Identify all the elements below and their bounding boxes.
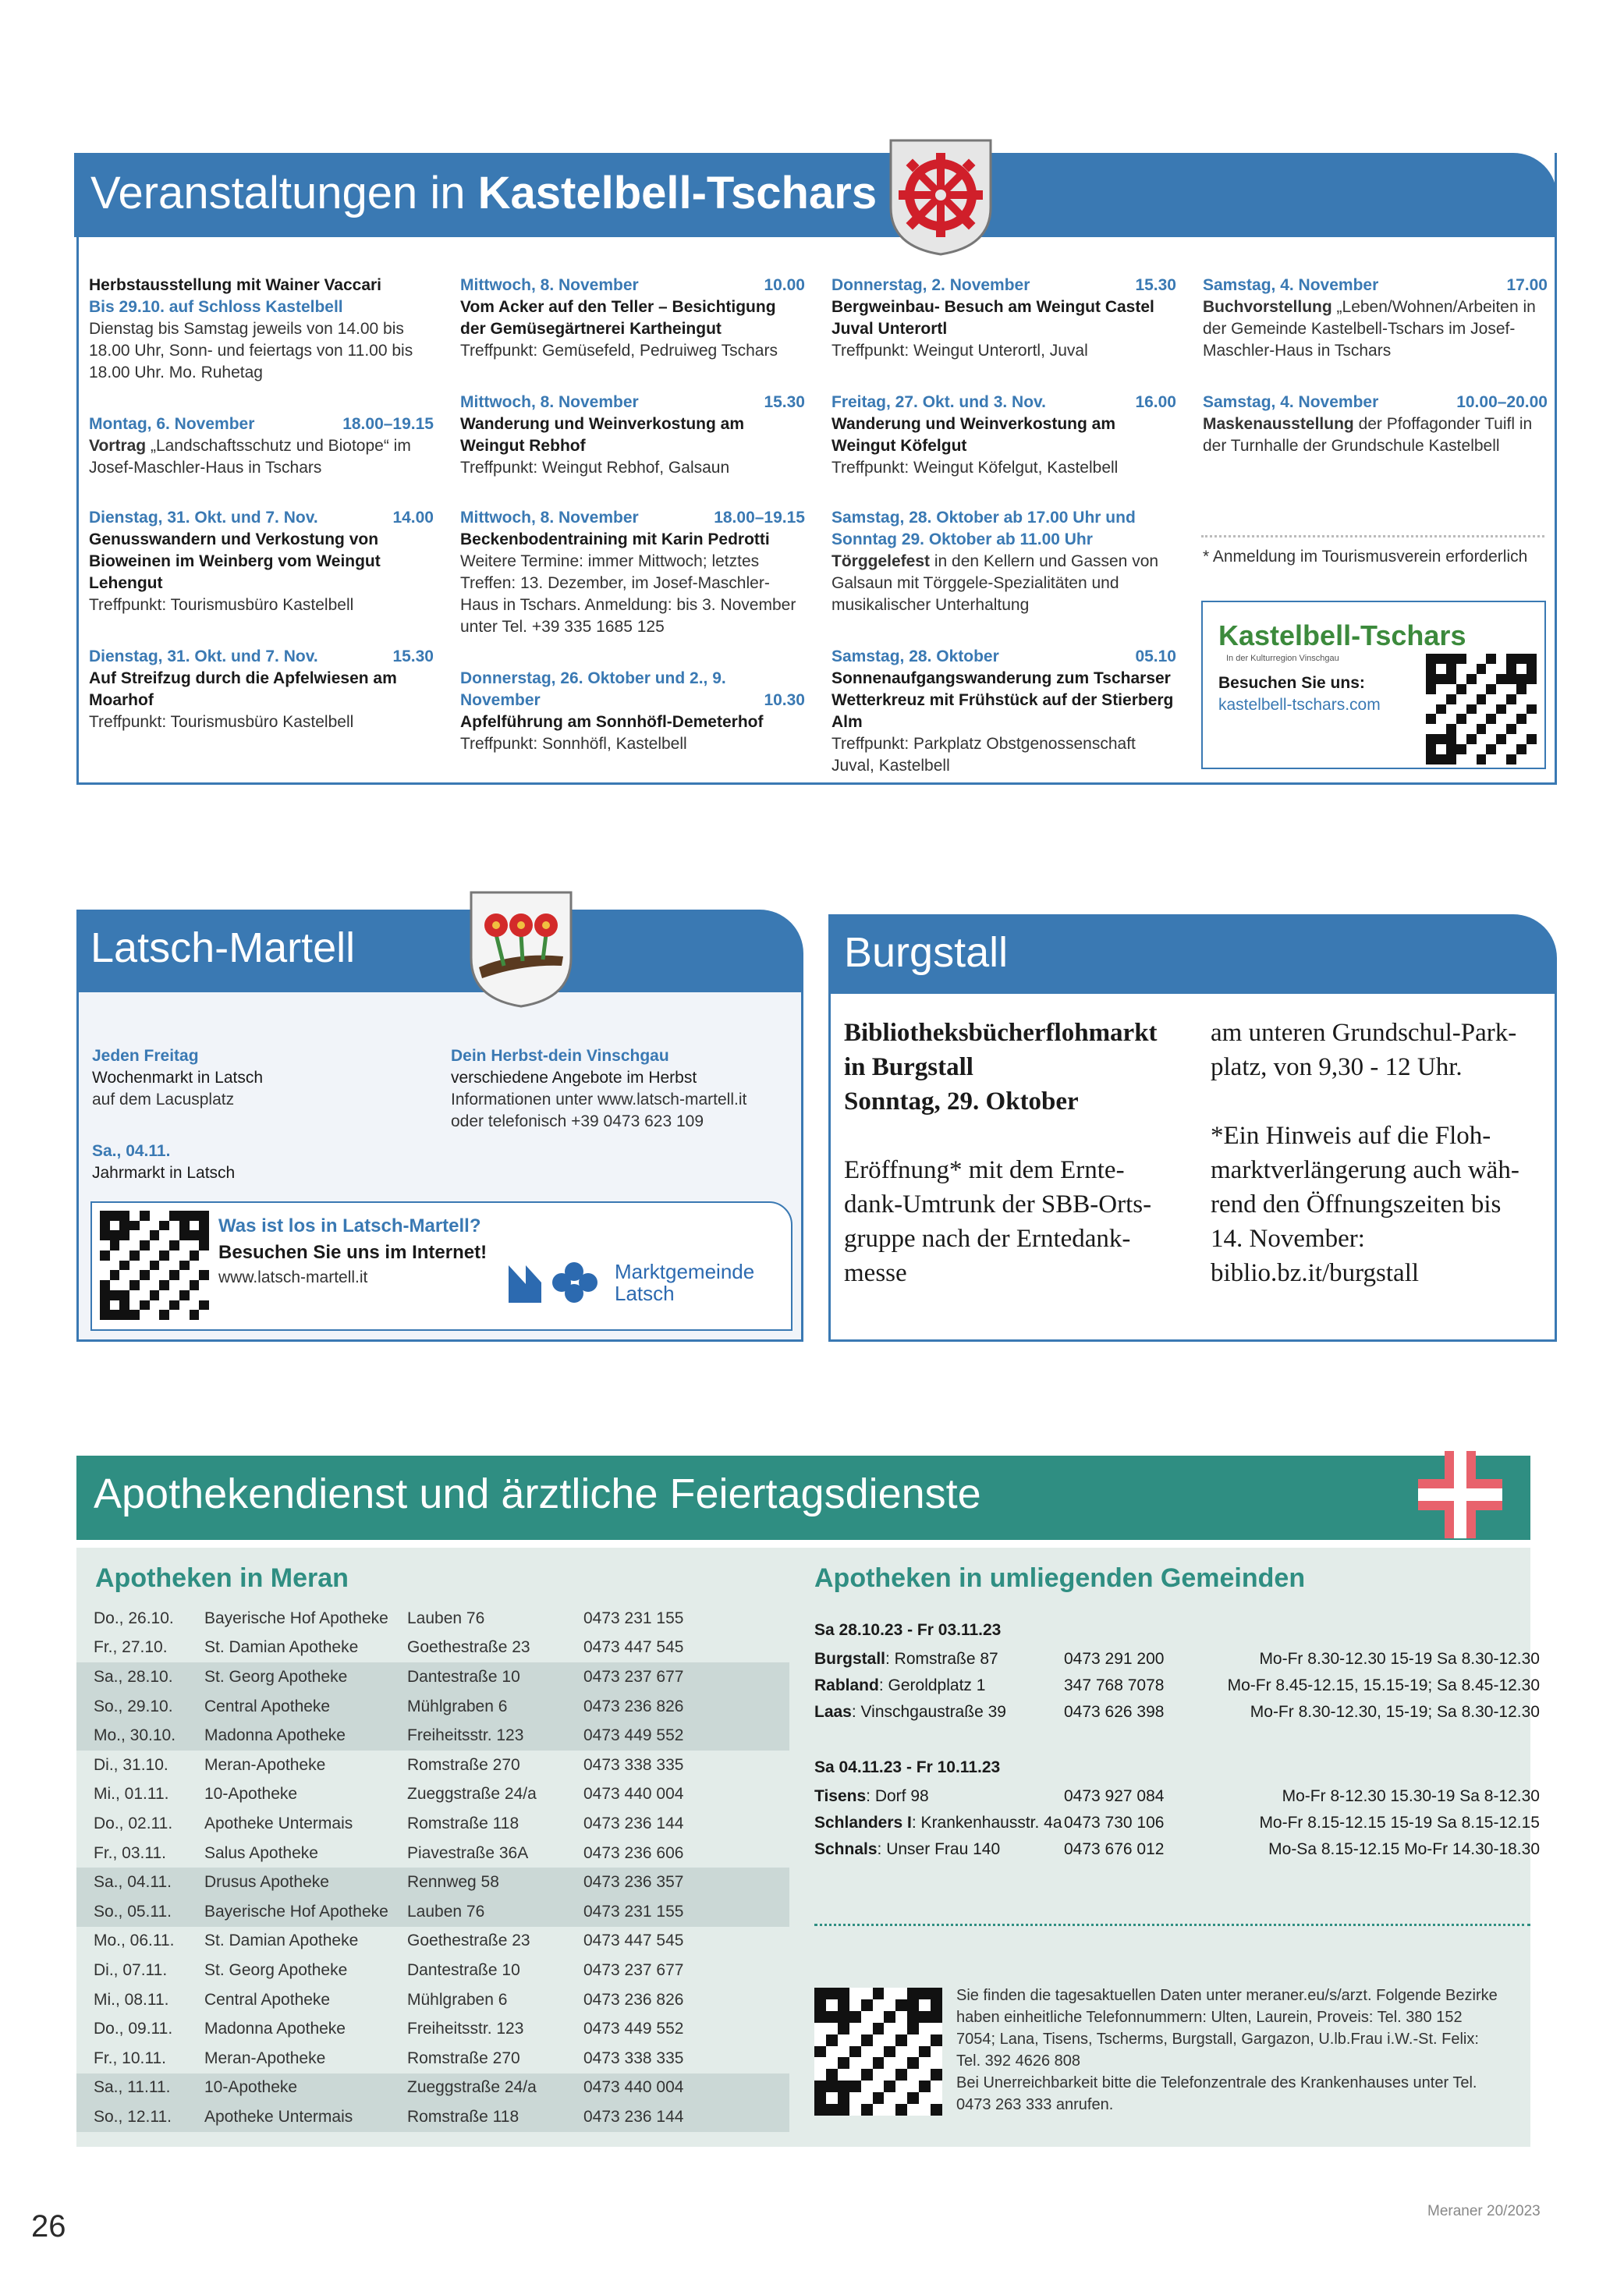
address-cell: Lauben 76	[407, 1902, 485, 1921]
phone-cell: 0473 231 155	[583, 1609, 684, 1627]
date-cell: Fr., 10.11.	[94, 2049, 166, 2067]
address-cell: Zueggstraße 24/a	[407, 1785, 537, 1804]
pharmacy-title: Apothekendienst und ärztliche Feiertagsdienste	[94, 1470, 981, 1517]
burgstall-event-heading: Bibliotheksbücherflohmarkt in Burgstall Sonntag, 29. Oktober	[844, 1019, 1158, 1116]
pharmacy-info: Sie finden die tagesaktuellen Daten unter meraner.eu/s/arzt. Folgende Bezirke haben einheitliche Telefonnummern: Ulten, Laurein, Proveis: Tel. 380 152 7054; Lana, Tisens, Tscherms, Burgstall, Gargazon, U.lb.Frau i.W.-St. Felix: Tel. 392 4626 808 Bei Unerreichbarkeit bitte die Telefonzentrale des Krankenhauses unter Tel. 0473 263 333 anrufen.	[956, 1987, 1498, 2113]
week1-label: Sa 28.10.23 - Fr 03.11.23	[814, 1621, 1002, 1639]
table-row	[76, 2073, 789, 2103]
hours-cell: Mo-Fr 8.30-12.30, 15-19; Sa 8.30-12.30	[1250, 1703, 1540, 1721]
latsch-url-link[interactable]: www.latsch-martell.it	[218, 1268, 368, 1286]
address-cell: Goethestraße 23	[407, 1932, 530, 1950]
table-row	[76, 1809, 789, 1839]
event-streifzug: Dienstag, 31. Okt. und 7. Nov. 15.30 Auf Streifzug durch die Apfelwiesen am Moarhof Treffpunkt: Tourismusbüro Kastelbell	[89, 647, 434, 731]
event-acker-teller: Mittwoch, 8. November 10.00 Vom Acker auf den Teller – Besichtigung der Gemüsegärtnerei Kartheingut Treffpunkt: Gemüsefeld, Pedruiweg Tschars	[460, 276, 805, 360]
kastelbell-url-link[interactable]: kastelbell-tschars.com	[1218, 696, 1381, 714]
pharmacy-cell: Meran-Apotheke	[204, 2049, 326, 2067]
town-name: Tisens	[814, 1787, 867, 1805]
phone-cell: 0473 291 200	[1064, 1650, 1165, 1668]
table-row	[814, 1810, 1540, 1836]
week2-table	[814, 1783, 1540, 1863]
event-herbstausstellung: Herbstausstellung mit Wainer Vaccari Bis 29.10. auf Schloss Kastelbell Dienstag bis Samstag jeweils von 14.00 bis 18.00 Uhr, Sonn- und feiertags von 11.00 bis 18.00 Uhr. Mo. Ruhetag	[89, 276, 413, 381]
burgstall-opening-text: Eröffnung* mit dem Ernte- dank-Umtrunk der SBB-Orts- gruppe nach der Erntedank- messe	[844, 1156, 1152, 1287]
date-cell: Mo., 30.10.	[94, 1726, 176, 1745]
surrounding-pharmacies-title: Apotheken in umliegenden Gemeinden	[814, 1563, 1306, 1593]
table-row	[76, 1721, 789, 1751]
table-row	[76, 1692, 789, 1722]
address-cell: Lauben 76	[407, 1609, 485, 1627]
address-cell: Mühlgraben 6	[407, 1990, 508, 2009]
hours-cell: Mo-Fr 8.15-12.15 15-19 Sa 8.15-12.15	[1259, 1814, 1540, 1832]
phone-cell: 0473 338 335	[583, 2049, 684, 2067]
event-buchvorstellung: Samstag, 4. November 17.00 Buchvorstellung „Leben/Wohnen/Arbeiten in der Gemeinde Kastelbell-Tschars im Josef-Maschler-Haus in Tschars	[1203, 276, 1548, 360]
pharmacy-cell: 10-Apotheke	[204, 1785, 298, 1804]
date-cell: Sa., 11.11.	[94, 2078, 171, 2097]
kastelbell-promo-card	[1201, 601, 1546, 769]
pharmacy-cell: Bayerische Hof Apotheke	[204, 1902, 388, 1921]
phone-cell: 0473 730 106	[1064, 1814, 1165, 1832]
registration-note: * Anmeldung im Tourismusverein erforderlich	[1203, 548, 1528, 566]
event-apfelfuehrung: Donnerstag, 26. Oktober und 2., 9. November 10.30 Apfelführung am Sonnhöfl-Demeterhof Treffpunkt: Sonnhöfl, Kastelbell	[460, 669, 805, 753]
kastelbell-brand: Kastelbell-Tschars	[1218, 619, 1466, 651]
table-row	[76, 1868, 789, 1897]
address-cell: Freiheitsstr. 123	[407, 2020, 524, 2038]
table-row	[76, 1751, 789, 1780]
divider	[1201, 535, 1544, 537]
phone-cell: 0473 440 004	[583, 2078, 684, 2097]
pharmacy-cell: Madonna Apotheke	[204, 1726, 346, 1745]
address-text: : Romstraße 87	[885, 1650, 998, 1668]
date-cell: Mo., 06.11.	[94, 1932, 175, 1950]
table-row	[76, 1780, 789, 1810]
phone-cell: 0473 447 545	[583, 1638, 684, 1657]
pharmacy-cell: St. Georg Apotheke	[204, 1667, 348, 1686]
phone-cell: 0473 236 144	[583, 1814, 684, 1832]
table-row	[76, 1897, 789, 1927]
phone-cell: 347 768 7078	[1064, 1676, 1165, 1694]
burgstall-note-text: *Ein Hinweis auf die Floh- marktverlängerung auch wäh- rend den Öffnungszeiten bis 14. November: biblio.bz.it/burgstall	[1211, 1122, 1519, 1287]
page-number: 26	[31, 2209, 66, 2244]
hours-cell: Mo-Fr 8-12.30 15.30-19 Sa 8-12.30	[1282, 1787, 1540, 1805]
date-cell: Fr., 03.11.	[94, 1843, 166, 1862]
address-cell: Piavestraße 36A	[407, 1843, 529, 1862]
phone-cell: 0473 676 012	[1064, 1840, 1165, 1858]
pharmacy-cell: St. Georg Apotheke	[204, 1960, 348, 1979]
event-toerggelefest: Samstag, 28. Oktober ab 17.00 Uhr und Sonntag 29. Oktober ab 11.00 Uhr Törggelefest in den Kellern und Gassen von Galsaun mit Törggele-Spezialitäten und musikalischer Unterhaltung	[832, 509, 1159, 614]
phone-cell: 0473 231 155	[583, 1902, 684, 1921]
event-maskenausstellung: Samstag, 4. November 10.00–20.00 Maskenausstellung der Pfoffagonder Tuifl in der Turnhalle der Grundschule Kastelbell	[1203, 393, 1548, 455]
address-cell: Romstraße 118	[407, 1814, 519, 1832]
table-row	[76, 2044, 789, 2073]
table-row	[814, 1699, 1540, 1726]
table-row	[814, 1783, 1540, 1810]
phone-cell: 0473 447 545	[583, 1932, 684, 1950]
address-cell: Dantestraße 10	[407, 1667, 520, 1686]
address-cell: Freiheitsstr. 123	[407, 1726, 524, 1745]
phone-cell: 0473 449 552	[583, 2020, 684, 2038]
town-name: Schlanders I	[814, 1814, 912, 1832]
date-cell: So., 12.11.	[94, 2107, 172, 2126]
address-cell: Dantestraße 10	[407, 1960, 520, 1979]
date-cell: Di., 31.10.	[94, 1755, 168, 1774]
burgstall-title: Burgstall	[844, 929, 1009, 976]
address-text: : Vinschgaustraße 39	[851, 1703, 1006, 1721]
medical-cross-icon	[1418, 1451, 1502, 1538]
latsch-card-visit: Besuchen Sie uns im Internet!	[218, 1242, 488, 1263]
address-text: : Unser Frau 140	[877, 1840, 1001, 1858]
phone-cell: 0473 236 144	[583, 2107, 684, 2126]
table-row	[814, 1673, 1540, 1699]
event-vortrag: Montag, 6. November 18.00–19.15 Vortrag „Landschaftsschutz und Biotope“ im Josef-Maschler-Haus in Tschars	[89, 415, 434, 477]
phone-cell: 0473 237 677	[583, 1960, 684, 1979]
phone-cell: 0473 236 606	[583, 1843, 684, 1862]
address-cell: Romstraße 270	[407, 1755, 520, 1774]
address-text: : Geroldplatz 1	[878, 1676, 986, 1694]
date-cell: So., 05.11.	[94, 1902, 172, 1921]
town-name: Laas	[814, 1703, 852, 1721]
qr-code-icon[interactable]	[100, 1211, 209, 1320]
brand-tagline: In der Kulturregion Vinschgau	[1226, 654, 1339, 663]
address-text: : Krankenhausstr. 4a	[911, 1814, 1062, 1832]
latsch-herbst: Dein Herbst-dein Vinschgau verschiedene Angebote im Herbst Informationen unter www.latsch-martell.it oder telefonisch +39 0473 623 109	[451, 1047, 747, 1130]
event-beckenboden: Mittwoch, 8. November 18.00–19.15 Beckenbodentraining mit Karin Pedrotti Weitere Termine: immer Mittwoch; letztes Treffen: 13. Dezember, im Josef-Maschler-Haus in Tschars. Anmeldung: bis 3. November unter Tel. +39 335 1685 125	[460, 509, 805, 636]
pharmacy-location-cell	[814, 1810, 1064, 1836]
pharmacy-cell: Apotheke Untermais	[204, 2107, 353, 2126]
table-row	[76, 1662, 789, 1692]
latsch-coat-of-arms	[468, 889, 574, 1009]
phone-cell: 0473 236 357	[583, 1873, 684, 1892]
marktgemeinde-logo-text: Marktgemeinde Latsch	[615, 1260, 755, 1305]
marktgemeinde-logo-icon	[507, 1261, 601, 1304]
table-row	[814, 1646, 1540, 1673]
divider	[814, 1924, 1530, 1926]
phone-cell: 0473 449 552	[583, 1726, 684, 1745]
pharmacy-location-cell	[814, 1836, 1064, 1863]
table-row	[76, 1839, 789, 1868]
table-row	[76, 1985, 789, 2015]
burgstall-location-text: am unteren Grundschul-Park- platz, von 9,30 - 12 Uhr.	[1211, 1019, 1517, 1081]
event-rebhof: Mittwoch, 8. November 15.30 Wanderung und Weinverkostung am Weingut Rebhof Treffpunkt: Weingut Rebhof, Galsaun	[460, 393, 805, 477]
address-cell: Mühlgraben 6	[407, 1697, 508, 1715]
visit-label: Besuchen Sie uns:	[1218, 674, 1365, 692]
pharmacy-cell: Madonna Apotheke	[204, 2020, 346, 2038]
latsch-title: Latsch-Martell	[90, 924, 356, 971]
town-name: Burgstall	[814, 1650, 886, 1668]
event-koefelgut: Freitag, 27. Okt. und 3. Nov. 16.00 Wanderung und Weinverkostung am Weingut Köfelgut Treffpunkt: Weingut Köfelgut, Kastelbell	[832, 393, 1176, 477]
pharmacy-cell: Central Apotheke	[204, 1697, 331, 1715]
event-genusswandern: Dienstag, 31. Okt. und 7. Nov. 14.00 Genusswandern und Verkostung von Bioweinen im Weinberg vom Weingut Lehengut Treffpunkt: Tourismusbüro Kastelbell	[89, 509, 434, 614]
week2-label: Sa 04.11.23 - Fr 10.11.23	[814, 1758, 1001, 1776]
pharmacy-cell: Salus Apotheke	[204, 1843, 318, 1862]
pharmacy-cell: Meran-Apotheke	[204, 1755, 326, 1774]
phone-cell: 0473 237 677	[583, 1667, 684, 1686]
kastelbell-title: Veranstaltungen in Kastelbell-Tschars	[90, 168, 878, 218]
meran-pharmacy-table	[76, 1604, 789, 2132]
address-text: : Dorf 98	[866, 1787, 929, 1805]
date-cell: Fr., 27.10.	[94, 1638, 168, 1657]
table-row	[76, 1604, 789, 1634]
pharmacy-cell: St. Damian Apotheke	[204, 1638, 359, 1657]
address-cell: Romstraße 118	[407, 2107, 519, 2126]
table-row	[76, 2102, 789, 2132]
pharmacy-cell: Apotheke Untermais	[204, 1814, 353, 1832]
date-cell: Sa., 28.10.	[94, 1667, 173, 1686]
event-sonnenaufgang: Samstag, 28. Oktober 05.10 Sonnenaufgangswanderung zum Tscharser Wetterkreuz mit Frühstück auf der Stierberg Alm Treffpunkt: Parkplatz Obstgenossenschaft Juval, Kastelbell	[832, 647, 1176, 775]
phone-cell: 0473 440 004	[583, 1785, 684, 1804]
pharmacy-cell: Drusus Apotheke	[204, 1873, 329, 1892]
address-cell: Romstraße 270	[407, 2049, 520, 2067]
address-cell: Zueggstraße 24/a	[407, 2078, 537, 2097]
date-cell: Di., 07.11.	[94, 1960, 168, 1979]
pharmacy-cell: 10-Apotheke	[204, 2078, 298, 2097]
kastelbell-coat-of-arms	[888, 137, 994, 256]
table-row	[76, 1956, 789, 1985]
latsch-card-question: Was ist los in Latsch-Martell?	[218, 1215, 481, 1236]
latsch-jahrmarkt: Sa., 04.11. Jahrmarkt in Latsch	[92, 1142, 236, 1182]
date-cell: Do., 09.11.	[94, 2020, 173, 2038]
pharmacy-cell: Bayerische Hof Apotheke	[204, 1609, 388, 1627]
phone-cell: 0473 236 826	[583, 1697, 684, 1715]
week1-table	[814, 1646, 1540, 1726]
pharmacy-cell: Central Apotheke	[204, 1990, 331, 2009]
pharmacy-location-cell	[814, 1783, 1064, 1810]
phone-cell: 0473 626 398	[1064, 1703, 1165, 1721]
town-name: Rabland	[814, 1676, 879, 1694]
table-row	[76, 1634, 789, 1663]
date-cell: Do., 02.11.	[94, 1814, 173, 1832]
issue-label: Meraner 20/2023	[1427, 2203, 1541, 2219]
pharmacy-location-cell	[814, 1673, 1064, 1699]
latsch-wochenmarkt: Jeden Freitag Wochenmarkt in Latsch auf dem Lacusplatz	[92, 1047, 264, 1109]
phone-cell: 0473 236 826	[583, 1990, 684, 2009]
pharmacy-cell: St. Damian Apotheke	[204, 1932, 359, 1950]
address-cell: Rennweg 58	[407, 1873, 499, 1892]
pharmacy-location-cell	[814, 1646, 1064, 1673]
town-name: Schnals	[814, 1840, 878, 1858]
qr-code-icon[interactable]	[814, 1988, 942, 2116]
address-cell: Goethestraße 23	[407, 1638, 530, 1657]
phone-cell: 0473 927 084	[1064, 1787, 1165, 1805]
hours-cell: Mo-Fr 8.30-12.30 15-19 Sa 8.30-12.30	[1259, 1650, 1540, 1668]
pharmacy-location-cell	[814, 1699, 1064, 1726]
event-bergweinbau: Donnerstag, 2. November 15.30 Bergweinbau- Besuch am Weingut Castel Juval Unterortl Treffpunkt: Weingut Unterortl, Juval	[832, 276, 1176, 360]
date-cell: So., 29.10.	[94, 1697, 173, 1715]
table-row	[814, 1836, 1540, 1863]
date-cell: Sa., 04.11.	[94, 1873, 172, 1892]
hours-cell: Mo-Fr 8.45-12.15, 15.15-19; Sa 8.45-12.30	[1227, 1676, 1540, 1694]
table-row	[76, 2014, 789, 2044]
date-cell: Do., 26.10.	[94, 1609, 174, 1627]
hours-cell: Mo-Sa 8.15-12.15 Mo-Fr 14.30-18.30	[1268, 1840, 1540, 1858]
phone-cell: 0473 338 335	[583, 1755, 684, 1774]
date-cell: Mi., 08.11.	[94, 1990, 169, 2009]
table-row	[76, 1927, 789, 1956]
latsch-promo-card	[90, 1201, 792, 1331]
date-cell: Mi., 01.11.	[94, 1785, 169, 1804]
meran-pharmacies-title: Apotheken in Meran	[95, 1563, 349, 1593]
qr-code-icon[interactable]	[1426, 654, 1537, 764]
